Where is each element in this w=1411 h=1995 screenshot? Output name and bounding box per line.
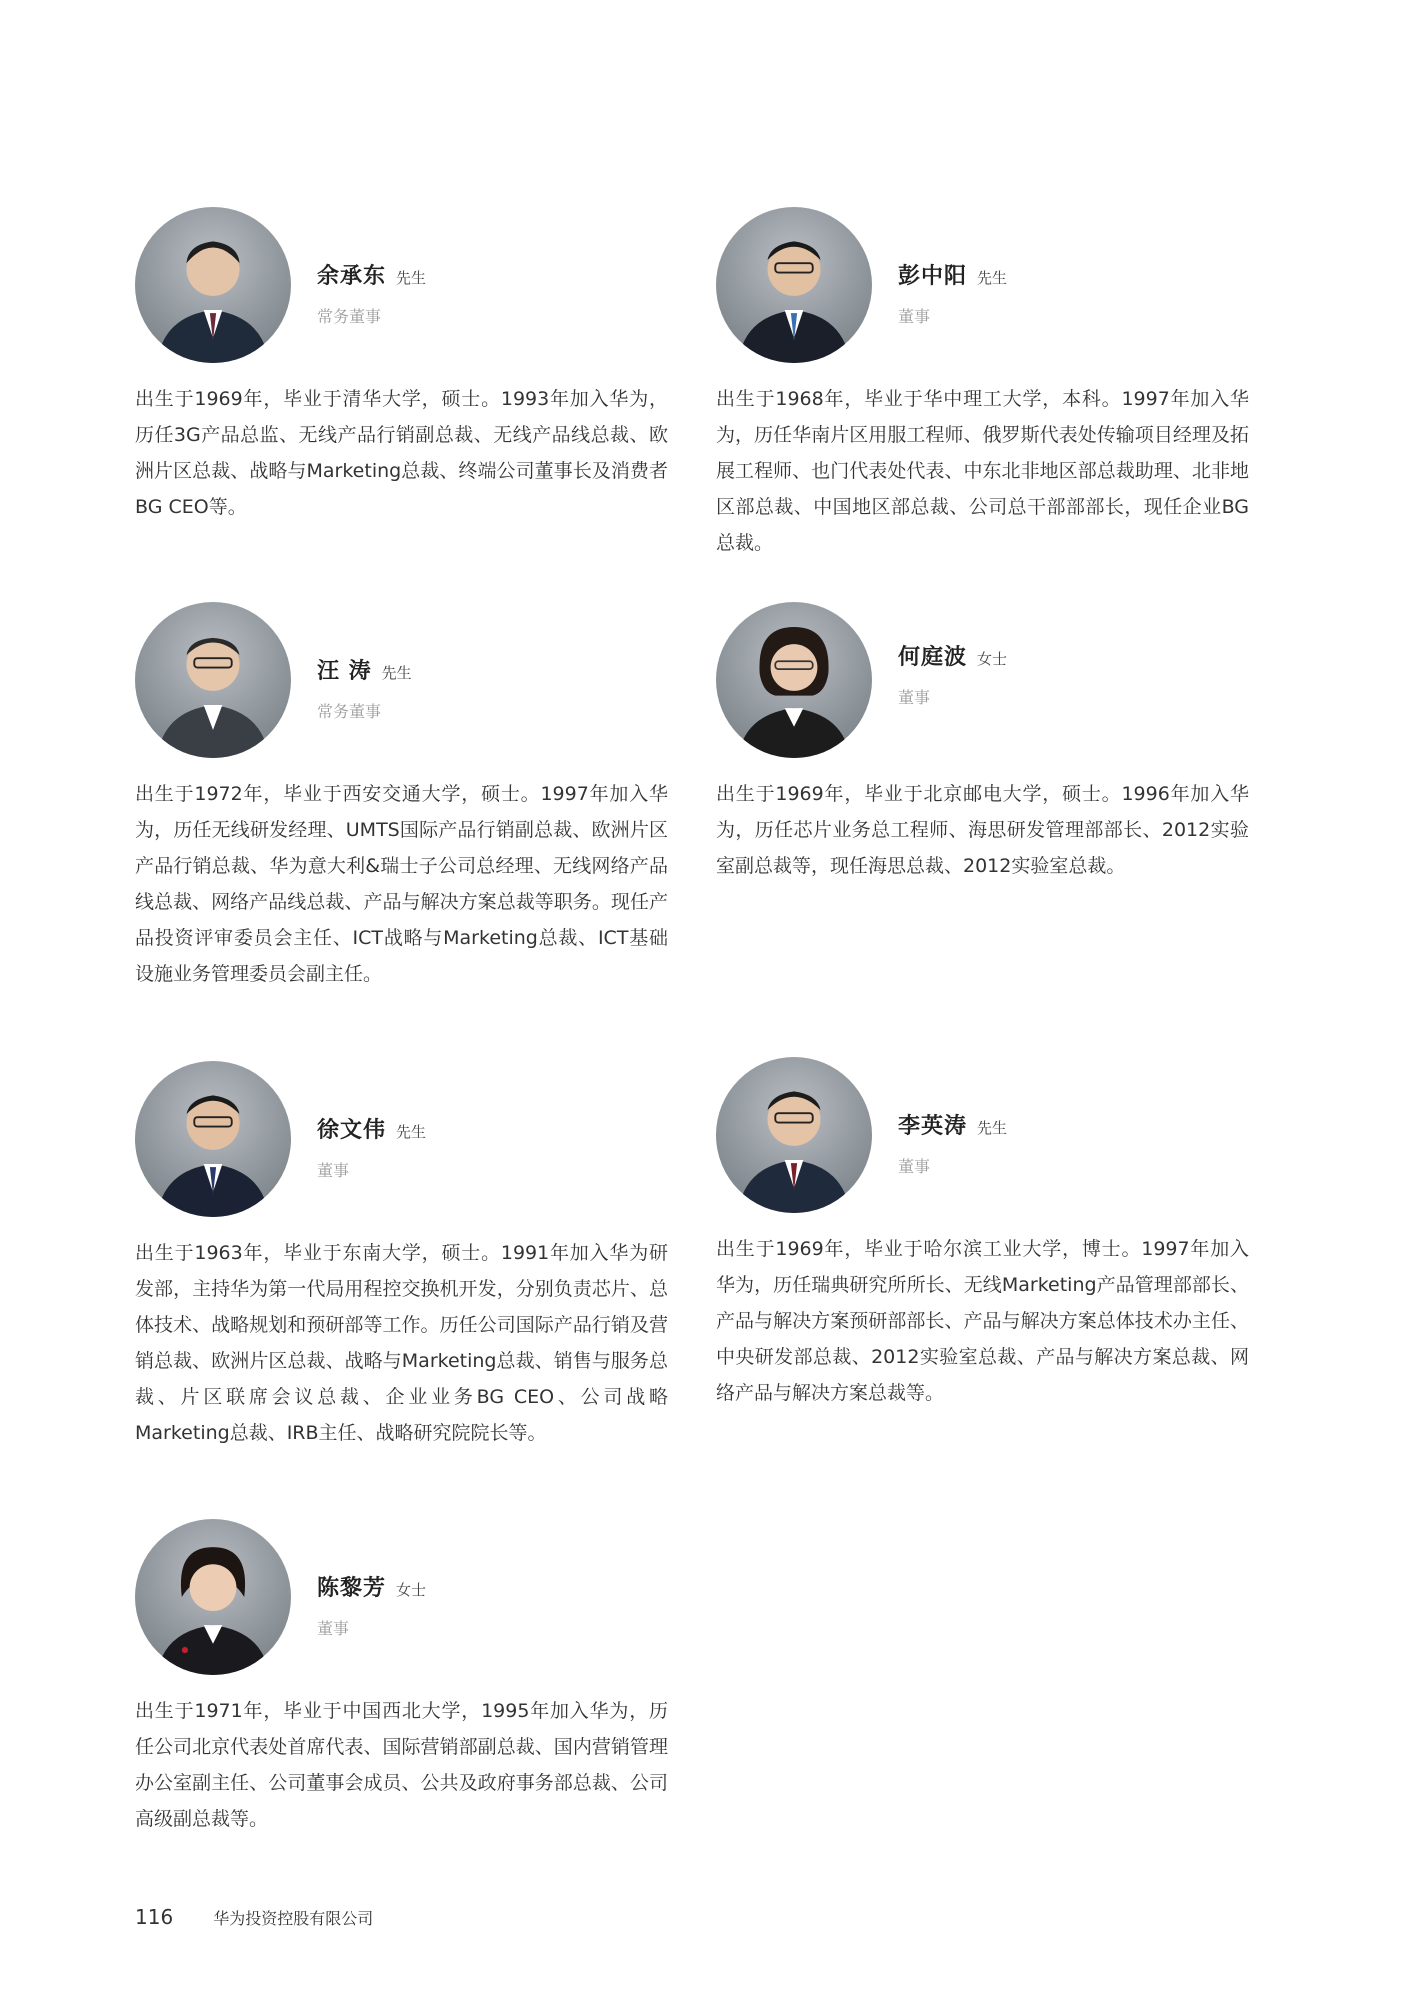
- person-bio: 出生于1963年，毕业于东南大学，硕士。1991年加入华为研发部，主持华为第一代局用程控交换机开发，分别负责芯片、总体技术、战略规划和预研部等工作。历任公司国际产品行销及营销总裁、欧洲片区总裁、战略与Marketing总裁、销售与服务总裁、片区联席会议总裁、企业业务BG CEO、公司战略Marketing总裁、IRB主任、战略研究院院长等。: [135, 1242, 668, 1444]
- person-card: [135, 1519, 675, 1837]
- person-card: [716, 602, 1256, 884]
- person-role: 董事: [898, 1157, 931, 1176]
- portrait-photo: [135, 207, 291, 363]
- person-name: 何庭波: [898, 645, 968, 670]
- person-bio: 出生于1969年，毕业于清华大学，硕士。1993年加入华为，历任3G产品总监、无线产品行销副总裁、无线产品线总裁、欧洲片区总裁、战略与Marketing总裁、终端公司董事长及消费者BG CEO等。: [135, 388, 668, 518]
- company-name: 华为投资控股有限公司: [213, 1909, 374, 1928]
- person-bio: 出生于1969年，毕业于哈尔滨工业大学，博士。1997年加入华为，历任瑞典研究所所长、无线Marketing产品管理部部长、产品与解决方案预研部部长、产品与解决方案总体技术办主任、中央研发部总裁、2012实验室总裁、产品与解决方案总裁、网络产品与解决方案总裁等。: [716, 1238, 1249, 1404]
- portrait-photo: [135, 1519, 291, 1675]
- person-card: [716, 1057, 1256, 1411]
- person-name: 徐文伟: [317, 1118, 387, 1143]
- page-footer: [135, 1905, 373, 1929]
- person-card: [716, 207, 1256, 561]
- honorific: 先生: [977, 1119, 1008, 1137]
- person-role: 常务董事: [317, 307, 382, 326]
- person-card: [135, 602, 675, 992]
- portrait-photo: [135, 1061, 291, 1217]
- honorific: 先生: [977, 269, 1008, 287]
- honorific: 女士: [977, 650, 1008, 668]
- person-bio: 出生于1969年，毕业于北京邮电大学，硕士。1996年加入华为，历任芯片业务总工程师、海思研发管理部部长、2012实验室副总裁等，现任海思总裁、2012实验室总裁。: [716, 783, 1249, 877]
- page-number: 116: [135, 1905, 174, 1929]
- honorific: 先生: [396, 269, 427, 287]
- portrait-photo: [716, 207, 872, 363]
- honorific: 先生: [381, 664, 412, 682]
- person-bio: 出生于1968年，毕业于华中理工大学，本科。1997年加入华为，历任华南片区用服工程师、俄罗斯代表处传输项目经理及拓展工程师、也门代表处代表、中东北非地区部总裁助理、北非地区部总裁、中国地区部总裁、公司总干部部部长，现任企业BG总裁。: [716, 388, 1249, 554]
- honorific: 女士: [396, 1581, 427, 1599]
- honorific: 先生: [396, 1123, 427, 1141]
- person-name: 汪 涛: [317, 659, 372, 684]
- portrait-photo: [716, 1057, 872, 1213]
- person-role: 常务董事: [317, 702, 382, 721]
- person-bio: 出生于1971年，毕业于中国西北大学，1995年加入华为，历任公司北京代表处首席代表、国际营销部副总裁、国内营销管理办公室副主任、公司董事会成员、公共及政府事务部总裁、公司高级副总裁等。: [135, 1700, 668, 1830]
- person-role: 董事: [317, 1619, 350, 1638]
- person-name: 李英涛: [898, 1114, 968, 1139]
- person-name: 彭中阳: [898, 264, 968, 289]
- person-role: 董事: [317, 1161, 350, 1180]
- person-card: [135, 1061, 675, 1451]
- person-name: 陈黎芳: [317, 1576, 387, 1601]
- portrait-photo: [135, 602, 291, 758]
- person-name: 余承东: [317, 264, 387, 289]
- person-card: [135, 207, 675, 525]
- person-role: 董事: [898, 688, 931, 707]
- portrait-photo: [716, 602, 872, 758]
- person-role: 董事: [898, 307, 931, 326]
- person-bio: 出生于1972年，毕业于西安交通大学，硕士。1997年加入华为，历任无线研发经理、UMTS国际产品行销副总裁、欧洲片区产品行销总裁、华为意大利&瑞士子公司总经理、无线网络产品线总裁、网络产品线总裁、产品与解决方案总裁等职务。现任产品投资评审委员会主任、ICT战略与Marketing总裁、ICT基础设施业务管理委员会副主任。: [135, 783, 668, 985]
